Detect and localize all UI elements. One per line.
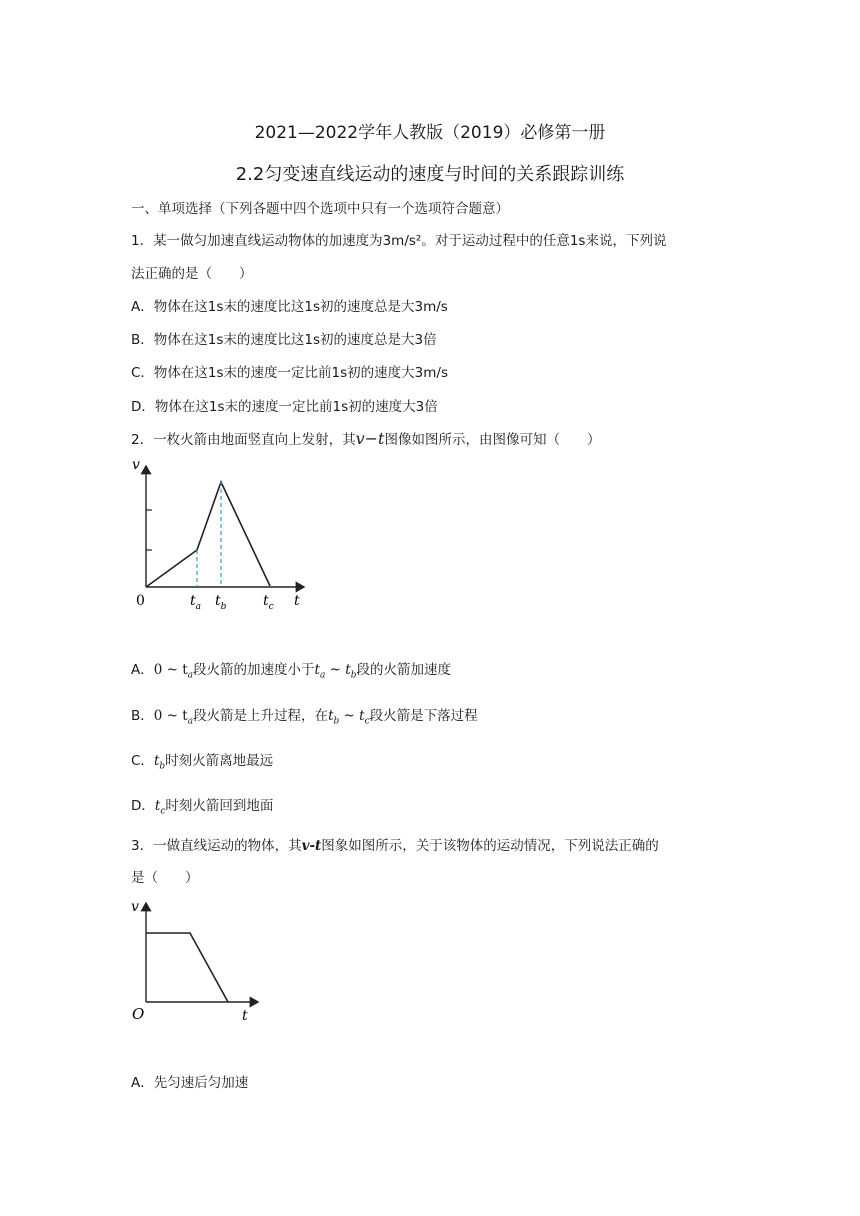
q2-tick-tc: $t_c$ — [263, 593, 274, 612]
document-subtitle: 2.2匀变速直线运动的速度与时间的关系跟踪训练 — [235, 164, 625, 185]
q3-stem-line2: 是（ ） — [131, 870, 199, 886]
q2-tick-ta: $t_a$ — [190, 593, 202, 612]
q2-stem-text: 2．一枚火箭由地面竖直向上发射，其 — [131, 432, 356, 448]
q1-option-a: A．物体在这1s末的速度比这1s初的速度总是大3m/s — [131, 299, 448, 315]
q2-xlabel: t — [294, 593, 300, 609]
q3-vt-symbol: v-t — [301, 838, 322, 854]
q2-option-b: B．0 ~ $t_a$段火箭是上升过程，在$t_b$ ~ $t_c$段火箭是下落过程 — [131, 708, 478, 727]
q2-option-c: C．$t_b$时刻火箭离地最远 — [131, 753, 274, 772]
q2-origin: 0 — [136, 593, 145, 609]
q1-stem-line1: 1．某一做匀加速直线运动物体的加速度为3m/s²。对于运动过程中的任意1s来说，下列说 — [131, 233, 667, 249]
q3-ylabel: v — [131, 899, 139, 915]
q3-velocity-line — [146, 933, 228, 1002]
q3-xlabel: t — [242, 1008, 248, 1024]
q1-option-c: C．物体在这1s末的速度一定比前1s初的速度大3m/s — [131, 365, 448, 381]
section-heading: 一、单项选择（下列各题中四个选项中只有一个选项符合题意） — [131, 201, 509, 217]
q2-vt-graph — [126, 452, 316, 612]
q2-velocity-line — [146, 482, 270, 587]
q2-option-a: A．0 ~ $t_a$段火箭的加速度小于$t_a$ ~ $t_b$段的火箭加速度 — [131, 662, 451, 681]
q3-vt-graph — [126, 895, 266, 1025]
q2-ylabel: v — [132, 457, 140, 473]
q3-stem-text-end: 图象如图所示，关于该物体的运动情况，下列说法正确的 — [321, 838, 659, 854]
q3-stem-line1 — [131, 834, 659, 854]
q2-vt-symbol: v−t — [355, 429, 385, 448]
q3-stem-text: 3．一做直线运动的物体，其 — [131, 838, 302, 854]
q1-option-d: D．物体在这1s末的速度一定比前1s初的速度大3倍 — [131, 399, 438, 415]
q3-option-a: A．先匀速后匀加速 — [131, 1075, 249, 1091]
document-title: 2021—2022学年人教版（2019）必修第一册 — [254, 123, 606, 143]
q2-stem-text-end: 图像如图所示，由图像可知（ ） — [384, 432, 601, 448]
q1-stem-line2: 法正确的是（ ） — [131, 266, 253, 282]
q2-option-d: D．$t_c$时刻火箭回到地面 — [131, 798, 274, 817]
q2-tick-tb: $t_b$ — [215, 593, 227, 612]
q1-option-b: B．物体在这1s末的速度比这1s初的速度总是大3倍 — [131, 332, 437, 348]
q2-stem — [131, 428, 600, 448]
q3-origin: O — [132, 1005, 145, 1023]
